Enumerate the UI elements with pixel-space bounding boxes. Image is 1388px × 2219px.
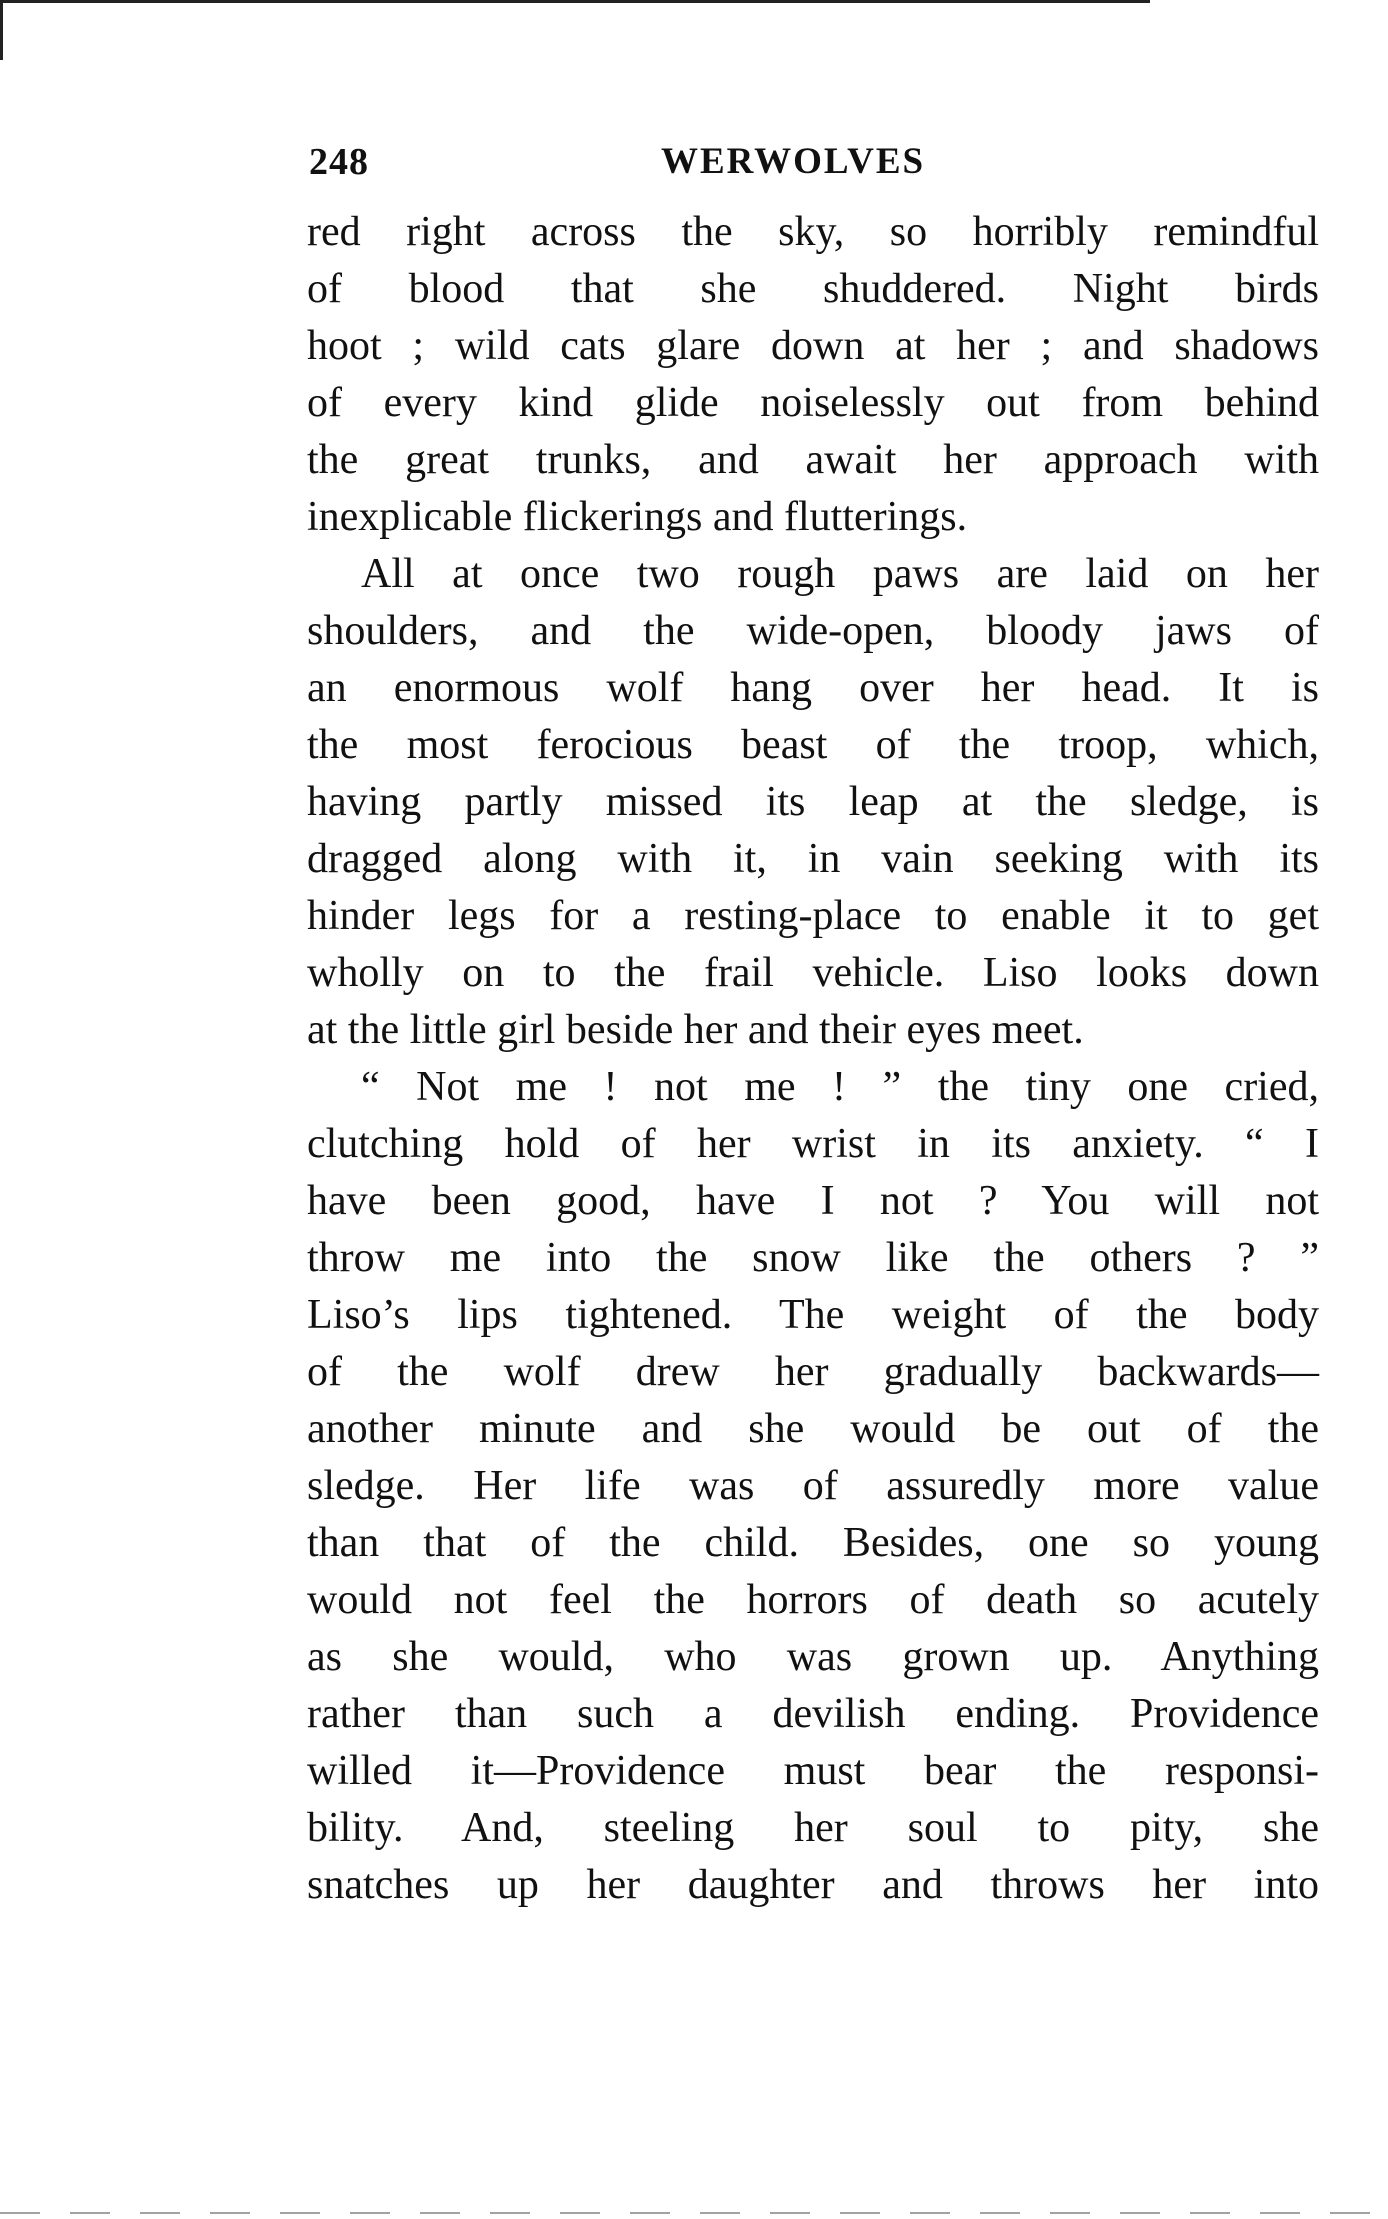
running-title: WERWOLVES bbox=[661, 141, 926, 182]
text-line: rather than such a devilish ending. Providence bbox=[307, 1691, 1319, 1737]
text-line: of blood that she shuddered. Night birds bbox=[307, 266, 1319, 312]
text-line: having partly missed its leap at the sledge, is bbox=[307, 779, 1319, 825]
text-line: as she would, who was grown up. Anything bbox=[307, 1634, 1319, 1680]
text-line: All at once two rough paws are laid on her bbox=[361, 551, 1319, 597]
text-line: hoot ; wild cats glare down at her ; and shadows bbox=[307, 323, 1319, 369]
body-text bbox=[307, 204, 1319, 1914]
scan-edge-bottom bbox=[0, 2212, 1388, 2214]
text-line: of the wolf drew her gradually backwards— bbox=[307, 1349, 1319, 1395]
text-line: at the little girl beside her and their eyes meet. bbox=[307, 1007, 1084, 1053]
text-line: Liso’s lips tightened. The weight of the body bbox=[307, 1292, 1319, 1338]
paragraph bbox=[307, 546, 1319, 1059]
text-line: willed it—Providence must bear the responsi- bbox=[307, 1748, 1319, 1794]
scan-edge-top bbox=[0, 0, 1150, 3]
page-number: 248 bbox=[309, 141, 369, 183]
text-line: an enormous wolf hang over her head. It is bbox=[307, 665, 1319, 711]
scan-edge-left bbox=[0, 0, 3, 60]
text-line: clutching hold of her wrist in its anxiety. “ I bbox=[307, 1121, 1319, 1167]
book-page bbox=[307, 140, 1319, 1914]
text-line: hinder legs for a resting-place to enable it to get bbox=[307, 893, 1319, 939]
text-line: would not feel the horrors of death so acutely bbox=[307, 1577, 1319, 1623]
text-line: shoulders, and the wide-open, bloody jaws of bbox=[307, 608, 1319, 654]
text-line: “ Not me ! not me ! ” the tiny one cried, bbox=[361, 1064, 1319, 1110]
text-line: of every kind glide noiselessly out from behind bbox=[307, 380, 1319, 426]
paragraph bbox=[307, 1059, 1319, 1914]
text-line: the great trunks, and await her approach with bbox=[307, 437, 1319, 483]
text-line: the most ferocious beast of the troop, which, bbox=[307, 722, 1319, 768]
text-line: another minute and she would be out of the bbox=[307, 1406, 1319, 1452]
text-line: dragged along with it, in vain seeking with its bbox=[307, 836, 1319, 882]
text-line: than that of the child. Besides, one so young bbox=[307, 1520, 1319, 1566]
text-line: sledge. Her life was of assuredly more value bbox=[307, 1463, 1319, 1509]
text-line: have been good, have I not ? You will not bbox=[307, 1178, 1319, 1224]
text-line: inexplicable flickerings and flutterings. bbox=[307, 494, 968, 540]
text-line: snatches up her daughter and throws her into bbox=[307, 1862, 1319, 1908]
text-line: bility. And, steeling her soul to pity, she bbox=[307, 1805, 1319, 1851]
text-line: wholly on to the frail vehicle. Liso looks down bbox=[307, 950, 1319, 996]
text-line: throw me into the snow like the others ? ” bbox=[307, 1235, 1319, 1281]
text-line: red right across the sky, so horribly remindful bbox=[307, 209, 1319, 255]
paragraph bbox=[307, 204, 1319, 546]
running-head bbox=[307, 140, 1319, 192]
